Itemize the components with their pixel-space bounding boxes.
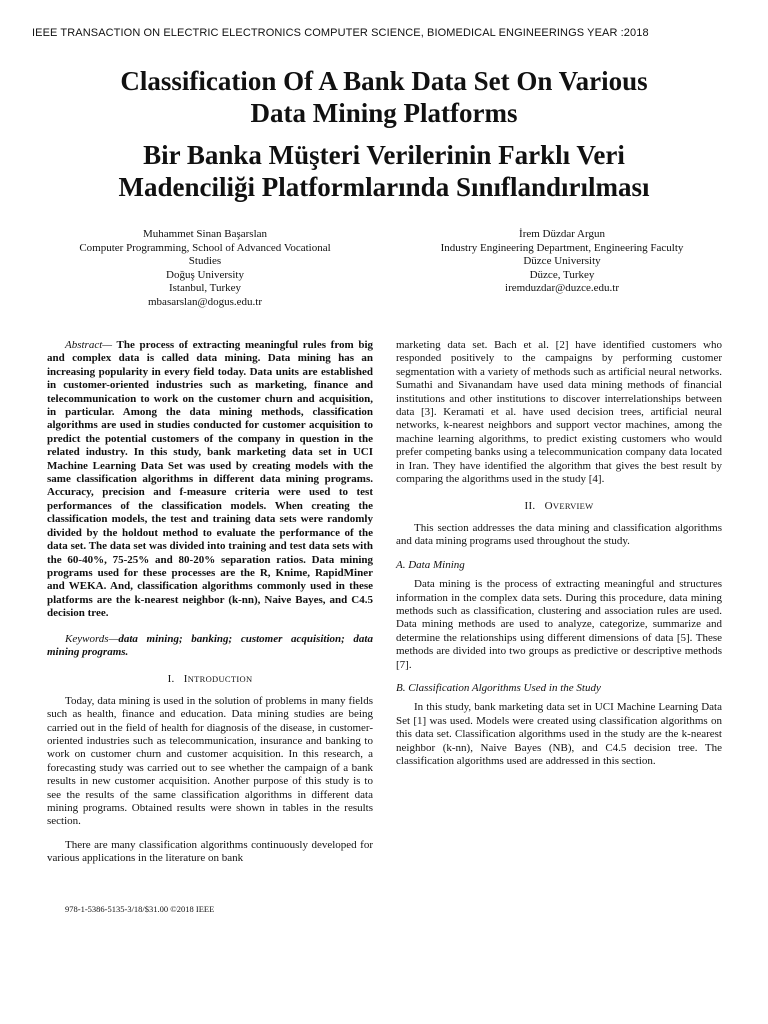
turkish-title <box>40 139 728 203</box>
author-department-cont: Studies <box>188 255 222 267</box>
section-first-letter: I <box>183 673 188 686</box>
section-title-rest: NTRODUCTION <box>187 674 253 685</box>
author-department: Computer Programming, School of Advanced Vocational <box>79 241 331 254</box>
author-city: Düzce, Turkey <box>529 268 595 281</box>
left-column <box>47 339 373 866</box>
author-department-cont: Düzce University <box>523 255 601 267</box>
subsection-heading-classification: B. Classification Algorithms Used in the Study <box>396 681 601 694</box>
author-block-1 <box>40 228 370 309</box>
subsection-heading-data-mining: A. Data Mining <box>396 558 465 571</box>
section-number: I. <box>167 673 175 686</box>
author-email[interactable]: mbasarslan@dogus.edu.tr <box>148 295 262 308</box>
keywords <box>47 633 373 660</box>
introduction-paragraph-2: There are many classification algorithms continuously developed for various applications in the literature on bank <box>47 838 373 865</box>
classification-paragraph: In this study, bank marketing data set in UCI Machine Learning Data Set [1] was used. Models were created using classification algorithms on this data set. Classification algorithms used in the study are the k-nearest neighbor (k-nn), Naive Bayes (NB), and C4.5 decision tree. The classification algorithms used are addressed in this section. <box>396 701 722 767</box>
section-number: II. <box>524 500 536 513</box>
author-city: Istanbul, Turkey <box>168 282 242 294</box>
data-mining-paragraph: Data mining is the process of extracting meaningful and structures information in the complex data sets. During this procedure, data mining methods such as classification, clustering and association rules are used. Data mining methods are used to analyze, categorize, summarize and determine the relationships using different dimensions of data [5]. These methods are divided into two groups as predictive or descriptive methods [7]. <box>396 578 722 671</box>
overview-intro: This section addresses the data mining and classification algorithms and data mining programs used throughout the study. <box>396 521 722 548</box>
copyright-footer: 978-1-5386-5135-3/18/$31.00 ©2018 IEEE <box>65 904 215 914</box>
abstract-lead: Abstract— <box>65 339 113 351</box>
author-block-2 <box>392 228 732 296</box>
english-title <box>40 65 728 129</box>
turkish-title-line-2: Madenciliği Platformlarında Sınıflandırılması <box>118 172 650 202</box>
section-heading-introduction <box>47 673 373 686</box>
author-email[interactable]: iremduzdar@duzce.edu.tr <box>505 282 619 294</box>
author-name: Muhammet Sinan Başarslan <box>142 228 268 240</box>
author-name: İrem Düzdar Argun <box>519 228 605 240</box>
english-title-line-1: Classification Of A Bank Data Set On Various <box>120 66 648 96</box>
turkish-title-line-1: Bir Banka Müşteri Verilerinin Farklı Veri <box>143 140 625 170</box>
english-title-line-2: Data Mining Platforms <box>250 98 518 128</box>
running-header: IEEE TRANSACTION ON ELECTRIC ELECTRONICS COMPUTER SCIENCE, BIOMEDICAL ENGINEERINGS YEAR :2018 <box>32 27 649 39</box>
introduction-paragraph-2-continued: marketing data set. Bach et al. [2] have identified customers who responded positively to the campaigns by performing customer segmentation with a variety of methods such as artificial neural networks. Sumathi and Sivanandam have used data mining methods of financial institutions and other institutions to discover interrelationships between data [3]. Keramati et al. have used decision trees, artificial neural networks, k-nearest neighbors and support vector machines, among the machine learning algorithms, to predict existing customers who would prefer competing banks using a telecommunication company data located in Iran. They have identified the algorithm that gives the best result by comparing the algorithms used in the study [4]. <box>396 339 722 486</box>
keywords-body: data mining; banking; customer acquisition; data mining programs. <box>47 632 373 658</box>
title-block <box>40 65 728 203</box>
author-university: Doğuş University <box>166 268 244 281</box>
right-column <box>396 339 722 768</box>
keywords-lead: Keywords— <box>65 632 119 645</box>
abstract-body: The process of extracting meaningful rules from big and complex data is called data mining. Data mining has an increasing popularity in every field today. Data units are established in customer-oriented industries such as marketing, finance and telecommunication to work on the customer churn and acquisition, in particular. Among the data mining methods, classification algorithms are used in studies conducted for customer acquisition to predict the potential customers of the company in question in the related industry. In this study, bank marketing data set in UCI Machine Learning Data Set was used by creating models with the same classification algorithms in different data mining programs. Accuracy, precision and f-measure criteria were used to test performances of the classification models. When creating the classification models, the test and training data sets were randomly divided by the holdout method to evaluate the performance of the data set. The data set was divided into training and test data sets with the 60-40%, 75-25% and 80-20% separation ratios. Data mining programs used for these processes are the R, Knime, RapidMiner and WEKA. And, classification algorithms commonly used in these platforms are the k-nearest neighbor (k-nn), Naive Bayes, and C4.5 decision tree. <box>47 339 373 620</box>
section-first-letter: O <box>544 500 553 513</box>
section-title-rest: VERVIEW <box>552 501 594 512</box>
section-heading-overview <box>396 500 722 513</box>
introduction-paragraph-1: Today, data mining is used in the solution of problems in many fields such as health, finance and education. Data mining studies are being carried out in the field of health for diagnosis of the disease, in customer-oriented industries such as telecommunication, insurance and banking to work on customer churn and customer acquisition. In this research, a forecasting study was carried out to see whether the campaign of a bank results in new customer acquisition. Another purpose of this study is to see the results of the same classification algorithms in different data mining programs. Obtained results were shown in tables in the results section. <box>47 694 373 828</box>
abstract <box>47 339 373 621</box>
author-department: Industry Engineering Department, Engineering Faculty <box>440 241 684 254</box>
